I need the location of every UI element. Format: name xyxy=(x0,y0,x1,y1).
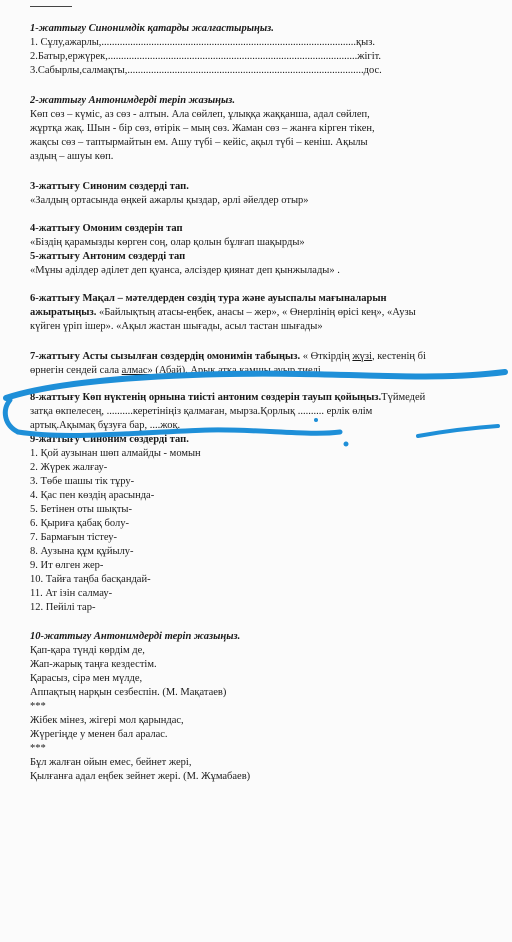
exercise-7-line-2 xyxy=(30,364,508,378)
underlined-phrase-aryq-atqa: Арық атқа xyxy=(190,365,237,376)
exercise-9-item: 8. Аузына құм құйылу- xyxy=(30,546,134,557)
exercise-6-title-end: ажыратыңыз. xyxy=(30,307,97,318)
exercise-7-text-a: « Өткірдің xyxy=(300,351,353,362)
exercise-7-line-1 xyxy=(30,350,508,364)
exercise-6-line-2-text: «Байлықтың атасы-еңбек, анасы – жер», « Өнерлінің өрісі кең», «Аузы xyxy=(96,307,416,318)
poem-line: Жап-жарық таңға кездестім. xyxy=(30,659,157,670)
exercise-9-item: 2. Жүрек жалғау- xyxy=(30,462,108,473)
exercise-2 xyxy=(30,94,508,164)
poem-separator: *** xyxy=(30,743,46,754)
poem-line: Қылғанға адал еңбек зейнет жері. (М. Жұмабаев) xyxy=(30,771,251,782)
exercise-9-item: 7. Бармағын тістеу- xyxy=(30,532,118,543)
exercise-6-title: 6-жаттығу Мақал – мәтелдерден сөздің тура және ауыспалы мағыналарын xyxy=(30,293,387,304)
exercise-3-line: «Залдың ортасында өңкей ажарлы қыздар, әрлі әйелдер отыр» xyxy=(30,195,309,206)
exercise-7-title: 7-жаттығу Асты сызылған сөздердің омонимін табыңыз. xyxy=(30,351,301,362)
exercise-7-text-e: қамшы ауыр тиеді. xyxy=(236,365,324,376)
exercise-2-line-2: жұртқа жақ. Шын - бір сөз, өтірік – мың сөз. Жаман сөз – жанға кірген тікен, xyxy=(30,123,375,134)
underlined-word-zhuzi: жүзі xyxy=(352,351,372,362)
exercise-9-item: 11. Ат ізін салмау- xyxy=(30,588,113,599)
poem-line: Қарасыз, сірә мен мүлде, xyxy=(30,673,143,684)
exercise-8-line-3: артық.Ақымақ бұзуға бар, ....жоқ. xyxy=(30,420,181,431)
header-rule xyxy=(30,6,72,7)
exercise-9-item: 5. Бетінен оты шықты- xyxy=(30,504,132,515)
exercise-5-title: 5-жаттығу Антоним сөздерді тап xyxy=(30,251,186,262)
exercise-9-item: 6. Қыриға қабақ болу- xyxy=(30,518,129,529)
exercise-3 xyxy=(30,180,508,208)
exercise-2-line-4: аздың – ашуы көп. xyxy=(30,151,114,162)
exercise-9-item: 9. Ит өлген жер- xyxy=(30,560,104,571)
exercise-8 xyxy=(30,391,508,433)
exercise-8-line-1 xyxy=(30,391,508,405)
poem-separator: *** xyxy=(30,701,46,712)
exercise-4-title: 4-жаттығу Омоним сөздерін тап xyxy=(30,223,183,234)
exercise-2-line-3: жақсы сөз – таптырмайтын ем. Ашу түбі – кейіс, ақыл түбі – кеніш. Ақылы xyxy=(30,137,368,148)
exercise-9-title: 9-жаттығу Синоним сөздерді тап. xyxy=(30,434,189,445)
exercise-8-line-2: затқа өкпелесең, ..........керетінің​із қалмаған, мырза.Қорлық .......... ерлік өлім xyxy=(30,406,373,417)
exercise-4-line: «Біздің қарамызды көрген соң, олар қолын бұлғап шақырды» xyxy=(30,237,305,248)
exercise-9-item: 10. Тайға таңба басқандай- xyxy=(30,574,151,585)
exercise-6-line-2 xyxy=(30,306,508,320)
poem-line: Бұл жалған ойын емес, бейнет жері, xyxy=(30,757,192,768)
exercise-5-line: «Мұны әділдер әділет деп қуанса, әлсіздер қиянат деп қынжылады» . xyxy=(30,265,340,276)
poem-line: Жүрегіңде у менен бал аралас. xyxy=(30,729,168,740)
exercise-7-text-b: , кестенің бі xyxy=(371,351,426,362)
exercise-2-line-1: Көп сөз – күміс, аз сөз - алтын. Ала сөйлеп, ұлыққа жаққанша, адал сөйлеп, xyxy=(30,109,370,120)
scribble-left-curve xyxy=(5,400,18,432)
exercise-9-item: 3. Төбе шашы тік тұру- xyxy=(30,476,135,487)
exercise-9-item: 1. Қой аузынан шөп алмайды - момын xyxy=(30,448,201,459)
exercise-1-line-3: 3.Сабырлы,салмақты,..........................................................................................дос. xyxy=(30,65,382,76)
exercise-7-text-c: өрнегін сендей сала xyxy=(30,365,122,376)
exercise-9-item: 12. Пейілі тар- xyxy=(30,602,96,613)
exercise-7 xyxy=(30,350,508,378)
exercise-1-line-2: 2.Батыр,ержүрек,...............................................................................................жігіт. xyxy=(30,51,382,62)
poem-line: Қап-қара түнді көрдім де, xyxy=(30,645,145,656)
exercise-8-text-start: Түймедей xyxy=(381,392,426,403)
exercise-10-title: 10-жаттығу Антонимдерді теріп жазыңыз. xyxy=(30,631,241,642)
exercise-9 xyxy=(30,433,508,615)
exercise-10 xyxy=(30,630,508,784)
exercise-4-5 xyxy=(30,222,508,278)
exercise-2-title: 2-жаттығу Антонимдерді теріп жазыңыз. xyxy=(30,95,235,106)
underlined-word-almas: алмас» xyxy=(121,365,153,376)
poem-line: Аппақтың нарқын сезбеспін. (М. Мақатаев) xyxy=(30,687,227,698)
exercise-8-title: 8-жаттығу Көп нүктенің орнына тиісті антоним сөздерін тауып қойыңыз. xyxy=(30,392,382,403)
exercise-6-line-3: күйген үріп ішер». «Ақыл жастан шығады, асыл тастан шығады» xyxy=(30,321,323,332)
exercise-1-line-1: 1. Сұлу,ажарлы,.................................................................................................қыз. xyxy=(30,37,375,48)
exercise-3-title: 3-жаттығу Синоним сөздерді тап. xyxy=(30,181,189,192)
exercise-1 xyxy=(30,22,508,78)
poem-line: Жібек мінез, жігері мол қарындас, xyxy=(30,715,184,726)
exercise-1-title: 1-жаттығу Синонимдік қатарды жалғастырыңыз. xyxy=(30,23,274,34)
exercise-7-text-d: (Абай). xyxy=(152,365,191,376)
exercise-6 xyxy=(30,292,508,334)
exercise-9-item: 4. Қас пен көздің арасында- xyxy=(30,490,155,501)
